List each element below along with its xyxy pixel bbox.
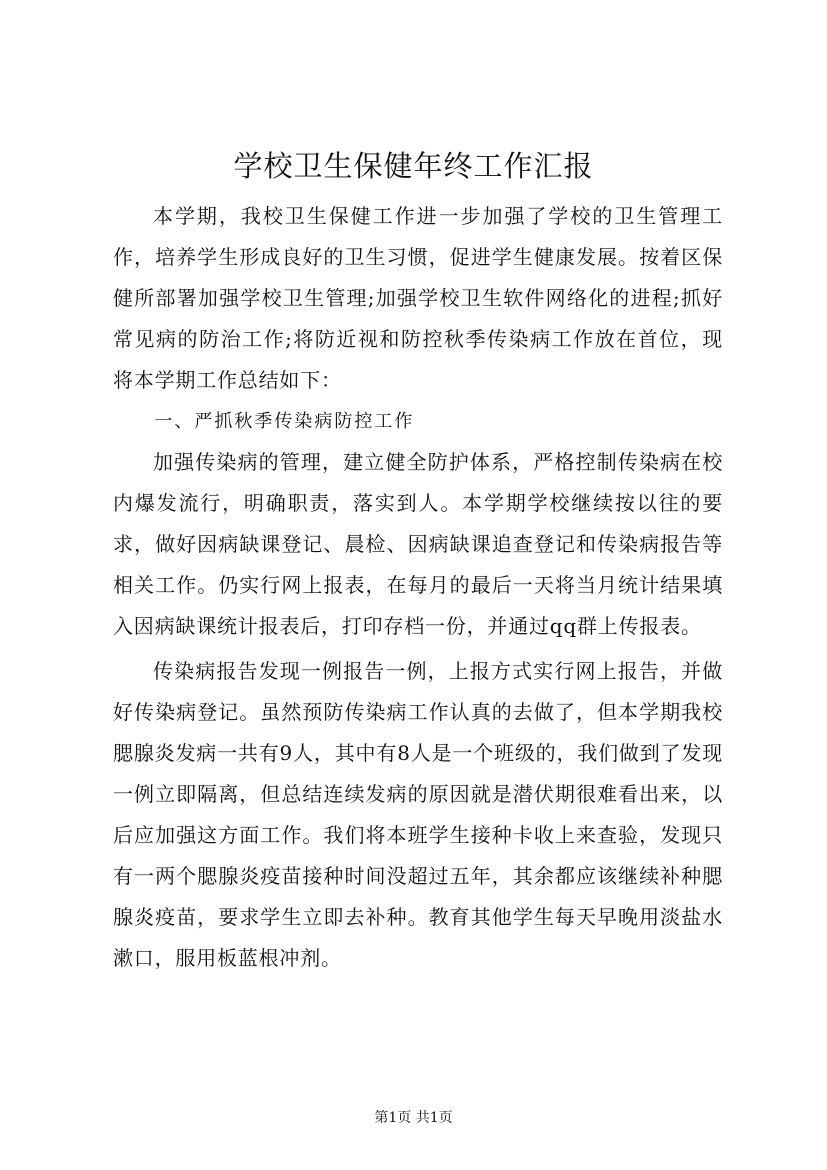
paragraph-infection-management: 加强传染病的管理，建立健全防护体系，严格控制传染病在校内爆发流行，明确职责，落实到人。本学期学校继续按以往的要求，做好因病缺课登记、晨检、因病缺课追查登记和传染病报告等相关工作。仍实行网上报表，在每月的最后一天将当月统计结果填入因病缺课统计报表后，打印存档一份，并通过qq群上传报表。	[113, 450, 723, 638]
page-footer: 第1页 共1页	[374, 1110, 453, 1126]
document-body	[113, 196, 723, 979]
paragraph-infection-report: 传染病报告发现一例报告一例，上报方式实行网上报告，并做好传染病登记。虽然预防传染病工作认真的去做了，但本学期我校腮腺炎发病一共有9人，其中有8人是一个班级的，我们做到了发现一例立即隔离，但总结连续发病的原因就是潜伏期很难看出来，以后应加强这方面工作。我们将本班学生接种卡收上来查验，发现只有一两个腮腺炎疫苗接种时间没超过五年，其余都应该继续补种腮腺炎疫苗，要求学生立即去补种。教育其他学生每天早晚用淡盐水漱口，服用板蓝根冲剂。	[113, 659, 723, 970]
intro-paragraph: 本学期，我校卫生保健工作进一步加强了学校的卫生管理工作，培养学生形成良好的卫生习惯，促进学生健康发展。按着区保健所部署加强学校卫生管理;加强学校卫生软件网络化的进程;抓好常见病的防治工作;将防近视和防控秋季传染病工作放在首位，现将本学期工作总结如下：	[113, 204, 723, 392]
document-title: 学校卫生保健年终工作汇报	[233, 149, 594, 183]
section-heading: 一、严抓秋季传染病防控工作	[154, 411, 415, 432]
